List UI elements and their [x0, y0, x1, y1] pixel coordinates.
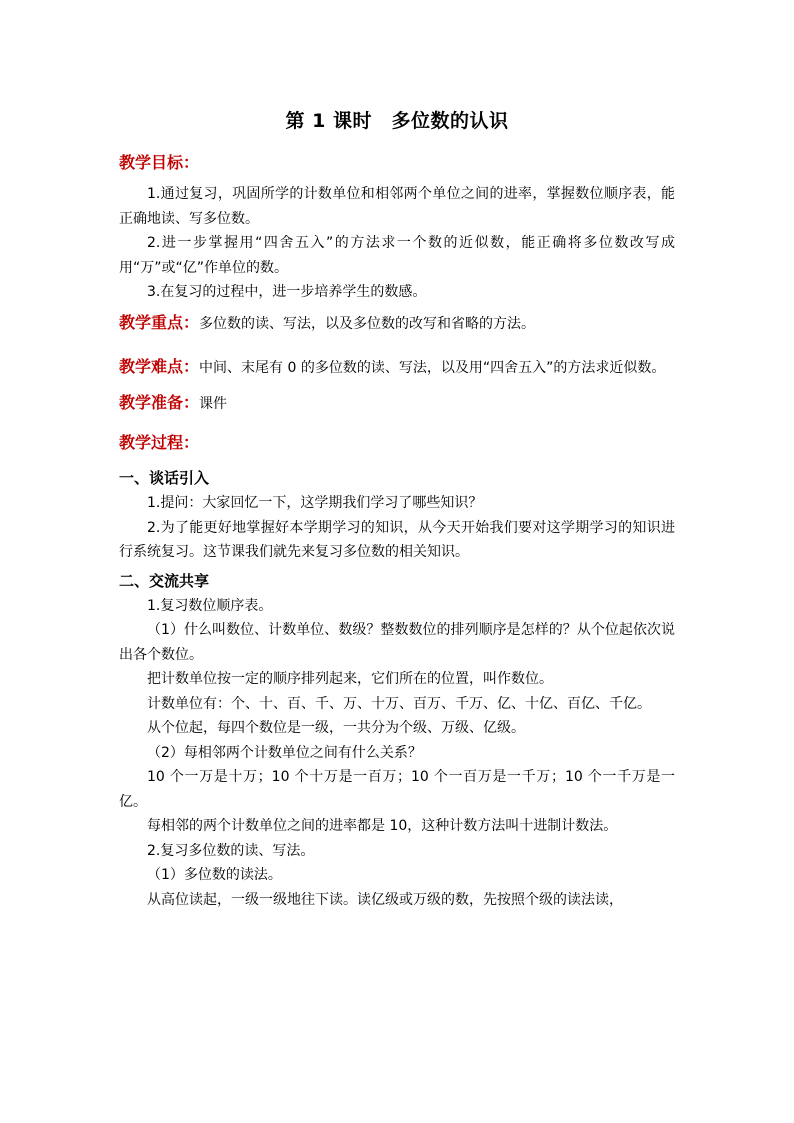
objective-item-2: 2.进一步掌握用“四舍五入”的方法求一个数的近似数，能正确将多位数改写成用“万”或“亿”作单位的数。	[119, 235, 675, 276]
key-points-label: 教学重点：	[119, 312, 200, 332]
document-page	[119, 100, 675, 912]
objective-item-1: 1.通过复习，巩固所学的计数单位和相邻两个单位之间的进率，掌握数位顺序表，能正确地读、写多位数。	[119, 186, 675, 227]
part2-item-10: （1）多位数的读法。	[147, 867, 282, 883]
process-label: 教学过程：	[119, 432, 200, 452]
preparation-label: 教学准备：	[119, 393, 200, 412]
part2-heading: 二、交流共享	[119, 571, 210, 590]
page-title: 第 1 课时 多位数的认识	[285, 110, 509, 132]
part2-item-4: 计数单位有：个、十、百、千、万、十万、百万、千万、亿、十亿、百亿、千亿。	[147, 695, 651, 712]
objectives-label: 教学目标：	[119, 153, 200, 172]
difficulties-section	[119, 350, 675, 385]
objectives-section	[119, 151, 675, 176]
difficulties-text: 中间、末尾有 0 的多位数的读、写法，以及用“四舍五入”的方法求近似数。	[199, 360, 666, 376]
part2-item-11: 从高位读起，一级一级地往下读。读亿级或万级的数，先按照个级的读法读，	[147, 891, 623, 908]
part2-item-5: 从个位起，每四个数位是一级，一共分为个级、万级、亿级。	[147, 720, 525, 736]
preparation-text: 课件	[199, 396, 228, 412]
process-section	[119, 431, 675, 457]
part2-item-1: 1.复习数位顺序表。	[147, 597, 273, 614]
key-points-section	[119, 311, 675, 337]
part2-item-7: 10 个一万是十万；10 个十万是一百万；10 个一百万是一千万；10 个一千万是一亿。	[119, 769, 675, 810]
part2-item-2: （1）什么叫数位、计数单位、数级？整数数位的排列顺序是怎样的？从个位起依次说出各个数位。	[119, 622, 675, 663]
part2-item-9: 2.复习多位数的读、写法。	[147, 842, 315, 859]
part2-item-6: （2）每相邻两个计数单位之间有什么关系？	[147, 744, 422, 761]
key-points-text: 多位数的读、写法，以及多位数的改写和省略的方法。	[199, 315, 536, 332]
part2-item-3: 把计数单位按一定的顺序排列起来，它们所在的位置，叫作数位。	[147, 671, 553, 687]
part1-item-2: 2.为了能更好地掌握好本学期学习的知识，从今天开始我们要对这学期学习的知识进行系统复习。这节课我们就先来复习多位数的相关知识。	[119, 519, 675, 560]
preparation-section	[119, 391, 675, 417]
part1-heading: 一、谈话引入	[119, 469, 210, 487]
part2-item-8: 每相邻的两个计数单位之间的进率都是 10，这种计数方法叫十进制计数法。	[147, 818, 618, 834]
part1-item-1: 1.提问：大家回忆一下，这学期我们学习了哪些知识？	[147, 495, 483, 511]
objective-item-3: 3.在复习的过程中，进一步培养学生的数感。	[147, 284, 427, 300]
difficulties-label: 教学难点：	[119, 357, 200, 376]
